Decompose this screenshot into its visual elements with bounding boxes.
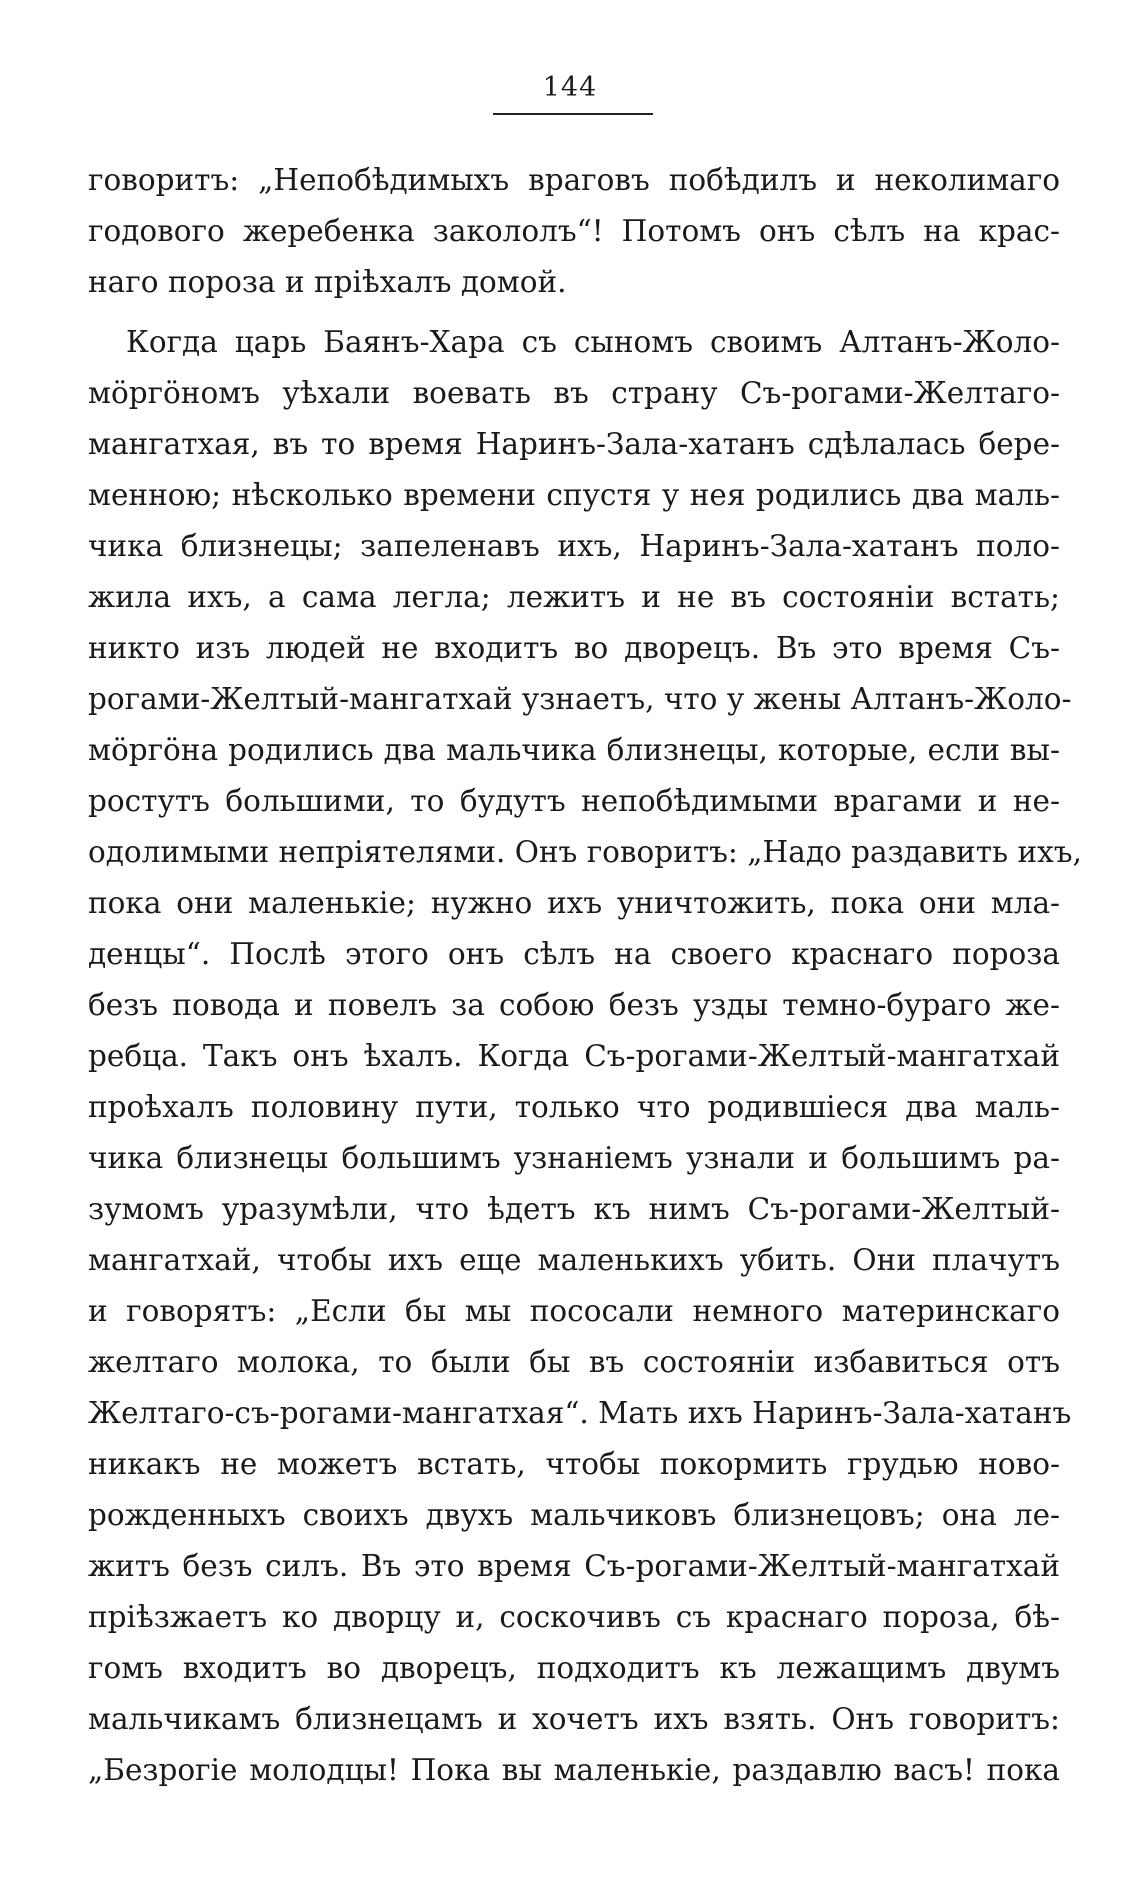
text-line: Когда царь Баянъ-Хара съ сыномъ своимъ Алтанъ-Жоло- [126, 325, 1060, 359]
page-number: 144 [542, 72, 598, 103]
text-line: денцы“. Послѣ этого онъ сѣлъ на своего краснаго пороза [88, 937, 1060, 971]
text-line: мöргöномъ уѣхали воевать въ страну Съ-рогами-Желтаго- [88, 376, 1060, 410]
text-line: ребца. Такъ онъ ѣхалъ. Когда Съ-рогами-Желтый-мангатхай [88, 1039, 1060, 1073]
text-line: ростутъ большими, то будутъ непобѣдимыми врагами и не- [88, 784, 1060, 818]
text-line: „Безрогіе молодцы! Пока вы маленькіе, раздавлю васъ! пока [88, 1753, 1060, 1787]
text-line: рогами-Желтый-мангатхай узнаетъ, что у жены Алтанъ-Жоло- [88, 682, 1072, 716]
paragraph-1 [88, 155, 1060, 308]
text-line: одолимыми непріятелями. Онъ говоритъ: „Надо раздавить ихъ, [88, 835, 1082, 869]
text-line: гомъ входитъ во дворецъ, подходитъ къ лежащимъ двумъ [88, 1651, 1060, 1685]
text-line: проѣхалъ половину пути, только что родившіеся два маль- [88, 1090, 1060, 1124]
text-line: житъ безъ силъ. Въ это время Съ-рогами-Желтый-мангатхай [88, 1549, 1060, 1583]
text-line: никакъ не можетъ встать, чтобы покормить грудью ново- [88, 1447, 1060, 1481]
text-line: рожденныхъ своихъ двухъ мальчиковъ близнецовъ; она ле- [88, 1498, 1060, 1532]
text-line: пока они маленькіе; нужно ихъ уничтожить, пока они мла- [88, 886, 1060, 920]
text-line: наго пороза и пріѣхалъ домой. [88, 265, 567, 299]
header-rule [493, 113, 653, 115]
text-line: и говорятъ: „Если бы мы пососали немного материнскаго [88, 1294, 1060, 1328]
text-line: Желтаго-съ-рогами-мангатхая“. Мать ихъ Наринъ-Зала-хатанъ [88, 1396, 1072, 1430]
text-line: безъ повода и повелъ за собою безъ узды темно-бураго же- [88, 988, 1060, 1022]
paragraph-2 [88, 317, 1082, 1796]
text-line: мангатхай, чтобы ихъ еще маленькихъ убить. Они плачутъ [88, 1243, 1060, 1277]
text-line: мöргöна родились два мальчика близнецы, которые, если вы- [88, 733, 1060, 767]
text-line: говоритъ: „Непобѣдимыхъ враговъ побѣдилъ и неколимаго [88, 163, 1060, 197]
text-line: чика близнецы; запеленавъ ихъ, Наринъ-Зала-хатанъ поло- [88, 529, 1060, 563]
text-line: мангатхая, въ то время Наринъ-Зала-хатанъ сдѣлалась бере- [88, 427, 1060, 461]
text-line: жила ихъ, а сама легла; лежитъ и не въ состояніи встать; [88, 580, 1060, 614]
text-line: мальчикамъ близнецамъ и хочетъ ихъ взять. Онъ говоритъ: [88, 1702, 1060, 1736]
text-line: пріѣзжаетъ ко дворцу и, соскочивъ съ краснаго пороза, бѣ- [88, 1600, 1060, 1634]
text-line: никто изъ людей не входитъ во дворецъ. Въ это время Съ- [88, 631, 1060, 665]
text-line: менною; нѣсколько времени спустя у нея родились два маль- [88, 478, 1060, 512]
text-line: годового жеребенка заколoлъ“! Потомъ онъ сѣлъ на крас- [88, 214, 1060, 248]
body-text [88, 155, 1082, 1796]
text-line: зумомъ уразумѣли, что ѣдетъ къ нимъ Съ-рогами-Желтый- [88, 1192, 1060, 1226]
text-line: чика близнецы большимъ узнаніемъ узнали и большимъ ра- [88, 1141, 1060, 1175]
text-line: желтаго молока, то были бы въ состояніи избавиться отъ [88, 1345, 1060, 1379]
